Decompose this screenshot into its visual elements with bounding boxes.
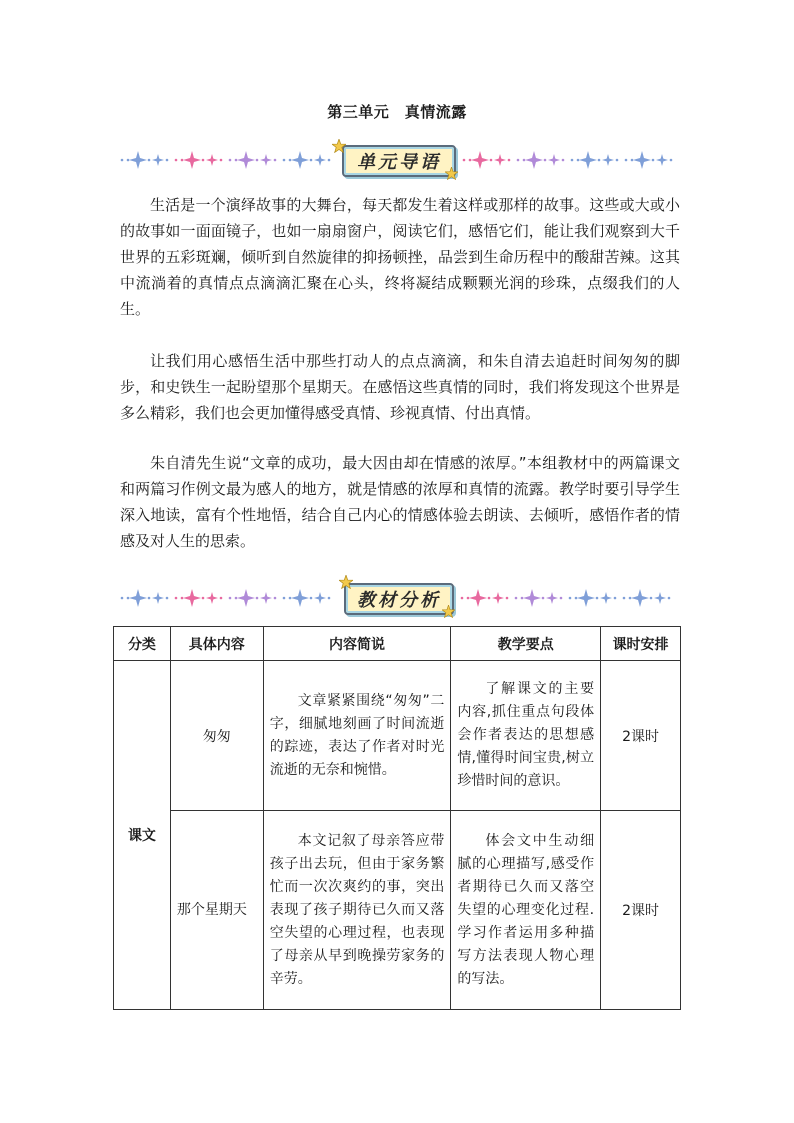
summary-cell	[263, 811, 451, 1010]
sparkle-icon	[579, 151, 597, 169]
category-cell: 课文	[114, 661, 171, 1010]
sparkle-icon	[546, 592, 558, 604]
sparkle-icon	[291, 151, 309, 169]
divider-dot	[121, 597, 124, 600]
divider-dot	[542, 597, 545, 600]
content-text: 那个星期天	[176, 901, 247, 918]
divider-dot	[629, 597, 632, 600]
header-category: 分类	[114, 627, 171, 661]
divider-dot	[202, 159, 205, 162]
sparkle-icon	[291, 589, 309, 607]
header-teaching-points: 教学要点	[451, 627, 601, 661]
sparkle-icon	[206, 592, 218, 604]
divider-dot	[490, 159, 493, 162]
sparkle-icon	[129, 151, 147, 169]
divider-dot	[560, 597, 563, 600]
divider-dot	[569, 597, 572, 600]
divider-dot	[461, 597, 464, 600]
content-cell: 匆匆	[170, 661, 263, 811]
divider-dot	[166, 159, 169, 162]
divider-dot	[256, 159, 259, 162]
sparkle-icon	[631, 589, 649, 607]
table-row	[114, 811, 681, 1010]
header-summary: 内容简说	[263, 627, 451, 661]
divider-dot	[328, 597, 331, 600]
sparkle-icon	[183, 589, 201, 607]
sparkle-icon	[633, 151, 651, 169]
divider-dot	[274, 159, 277, 162]
divider-dot	[127, 159, 130, 162]
unit-title: 第三单元 真情流露	[327, 103, 467, 121]
sparkle-icon	[471, 151, 489, 169]
divider-dot	[575, 597, 578, 600]
star-icon	[332, 139, 346, 153]
divider-dot	[202, 597, 205, 600]
divider-dot	[229, 159, 232, 162]
divider-dot	[283, 597, 286, 600]
content-cell	[170, 811, 263, 1010]
material-analysis-label: 教材分析	[344, 583, 454, 615]
summary-text: 文章紧紧围绕“匆匆”二字，细腻地刻画了时间流逝的踪迹，表达了作者对时光流逝的无奈和惋惜。	[269, 692, 445, 778]
divider-dot	[652, 159, 655, 162]
sparkle-icon	[260, 154, 272, 166]
unit-intro-label: 单元导语	[342, 145, 456, 177]
divider-dot	[517, 159, 520, 162]
sparkle-icon	[129, 589, 147, 607]
divider-dot	[544, 159, 547, 162]
sparkle-icon	[152, 592, 164, 604]
divider-dot	[289, 597, 292, 600]
divider-dot	[328, 159, 331, 162]
divider-dot	[220, 597, 223, 600]
divider-dot	[289, 159, 292, 162]
divider-dot	[283, 159, 286, 162]
divider-dot	[523, 159, 526, 162]
divider-dot	[463, 159, 466, 162]
sparkle-icon	[494, 154, 506, 166]
summary-cell	[263, 661, 451, 811]
divider-dot	[631, 159, 634, 162]
divider-dot	[467, 597, 470, 600]
sparkle-icon	[600, 592, 612, 604]
points-text: 体会文中生动细腻的心理描写,感受作者期待已久而又落空失望的心理变化过程.学习作者运用多种描写方法表现人物心理的写法。	[457, 832, 595, 987]
sparkle-icon	[314, 592, 326, 604]
sparkle-icon	[656, 154, 668, 166]
divider-dot	[220, 159, 223, 162]
divider-dot	[310, 159, 313, 162]
points-cell	[451, 661, 601, 811]
points-text: 了解课文的主要内容,抓住重点句段体会作者表达的思想感情,懂得时间宝贵,树立珍惜时间的意识。	[457, 681, 595, 789]
divider-dot	[598, 159, 601, 162]
divider-dot	[235, 597, 238, 600]
divider-dot	[623, 597, 626, 600]
divider-dot	[668, 597, 671, 600]
intro-paragraph-1: 生活是一个演绎故事的大舞台，每天都发生着这样或那样的故事。这些或大或小的故事如一面面镜子，也如一扇扇窗户，阅读它们，感悟它们，能让我们观察到大千世界的五彩斑斓，倾听到自然旋律的抑扬顿挫，品尝到生命历程中的酸甜苦辣。这其中流淌着的真情点点滴滴汇聚在心头，终将凝结成颗颗光润的珍珠，点缀我们的人生。	[120, 196, 680, 318]
divider-dot	[175, 159, 178, 162]
star-icon	[445, 167, 458, 180]
sparkle-icon	[525, 151, 543, 169]
sparkle-icon	[654, 592, 666, 604]
divider-dot	[562, 159, 565, 162]
divider-dot	[571, 159, 574, 162]
divider-dot	[508, 159, 511, 162]
star-icon	[339, 575, 353, 589]
divider-dot	[148, 159, 151, 162]
divider-dot	[229, 597, 232, 600]
sparkle-icon	[183, 151, 201, 169]
header-class-hours: 课时安排	[601, 627, 681, 661]
sparkle-icon	[314, 154, 326, 166]
divider-dot	[181, 597, 184, 600]
divider-dot	[515, 597, 518, 600]
points-cell	[451, 811, 601, 1010]
sparkle-icon	[602, 154, 614, 166]
sparkle-icon	[237, 151, 255, 169]
divider-dot	[670, 159, 673, 162]
material-analysis-banner	[118, 580, 676, 616]
divider-dot	[256, 597, 259, 600]
sparkle-icon	[206, 154, 218, 166]
material-analysis-table	[113, 626, 681, 1010]
divider-dot	[274, 597, 277, 600]
divider-dot	[235, 159, 238, 162]
sparkle-icon	[237, 589, 255, 607]
divider-dot	[166, 597, 169, 600]
sparkle-icon	[577, 589, 595, 607]
divider-dot	[650, 597, 653, 600]
divider-dot	[121, 159, 124, 162]
divider-dot	[310, 597, 313, 600]
table-row	[114, 661, 681, 811]
unit-intro-banner	[118, 142, 676, 178]
divider-dot	[577, 159, 580, 162]
sparkle-icon	[152, 154, 164, 166]
divider-dot	[175, 597, 178, 600]
sparkle-icon	[260, 592, 272, 604]
sparkle-icon	[523, 589, 541, 607]
sparkle-icon	[548, 154, 560, 166]
hours-cell: 2课时	[601, 811, 681, 1010]
sparkle-icon	[469, 589, 487, 607]
divider-dot	[148, 597, 151, 600]
divider-dot	[614, 597, 617, 600]
divider-dot	[469, 159, 472, 162]
intro-paragraph-3: 朱自清先生说“文章的成功，最大因由却在情感的浓厚。”本组教材中的两篇课文和两篇习作例文最为感人的地方，就是情感的浓厚和真情的流露。教学时要引导学生深入地读，富有个性地悟，结合自己内心的情感体验去朗读、去倾听，感悟作者的情感及对人生的思索。	[120, 454, 680, 550]
divider-dot	[596, 597, 599, 600]
star-icon	[442, 605, 455, 618]
summary-text: 本文记叙了母亲答应带孩子出去玩，但由于家务繁忙而一次次爽约的事，突出表现了孩子期待已久而又落空失望的心理过程，也表现了母亲从早到晚操劳家务的辛劳。	[269, 832, 445, 987]
divider-dot	[181, 159, 184, 162]
table-header-row	[114, 627, 681, 661]
divider-dot	[521, 597, 524, 600]
intro-paragraph-2: 让我们用心感悟生活中那些打动人的点点滴滴，和朱自清去追赶时间匆匆的脚步，和史铁生一起盼望那个星期天。在感悟这些真情的同时，我们将发现这个世界是多么精彩，我们也会更加懂得感受真情、珍视真情、付出真情。	[120, 352, 680, 422]
divider-dot	[127, 597, 130, 600]
sparkle-icon	[492, 592, 504, 604]
divider-dot	[506, 597, 509, 600]
hours-cell: 2课时	[601, 661, 681, 811]
divider-dot	[625, 159, 628, 162]
divider-dot	[616, 159, 619, 162]
header-content: 具体内容	[170, 627, 263, 661]
divider-dot	[488, 597, 491, 600]
